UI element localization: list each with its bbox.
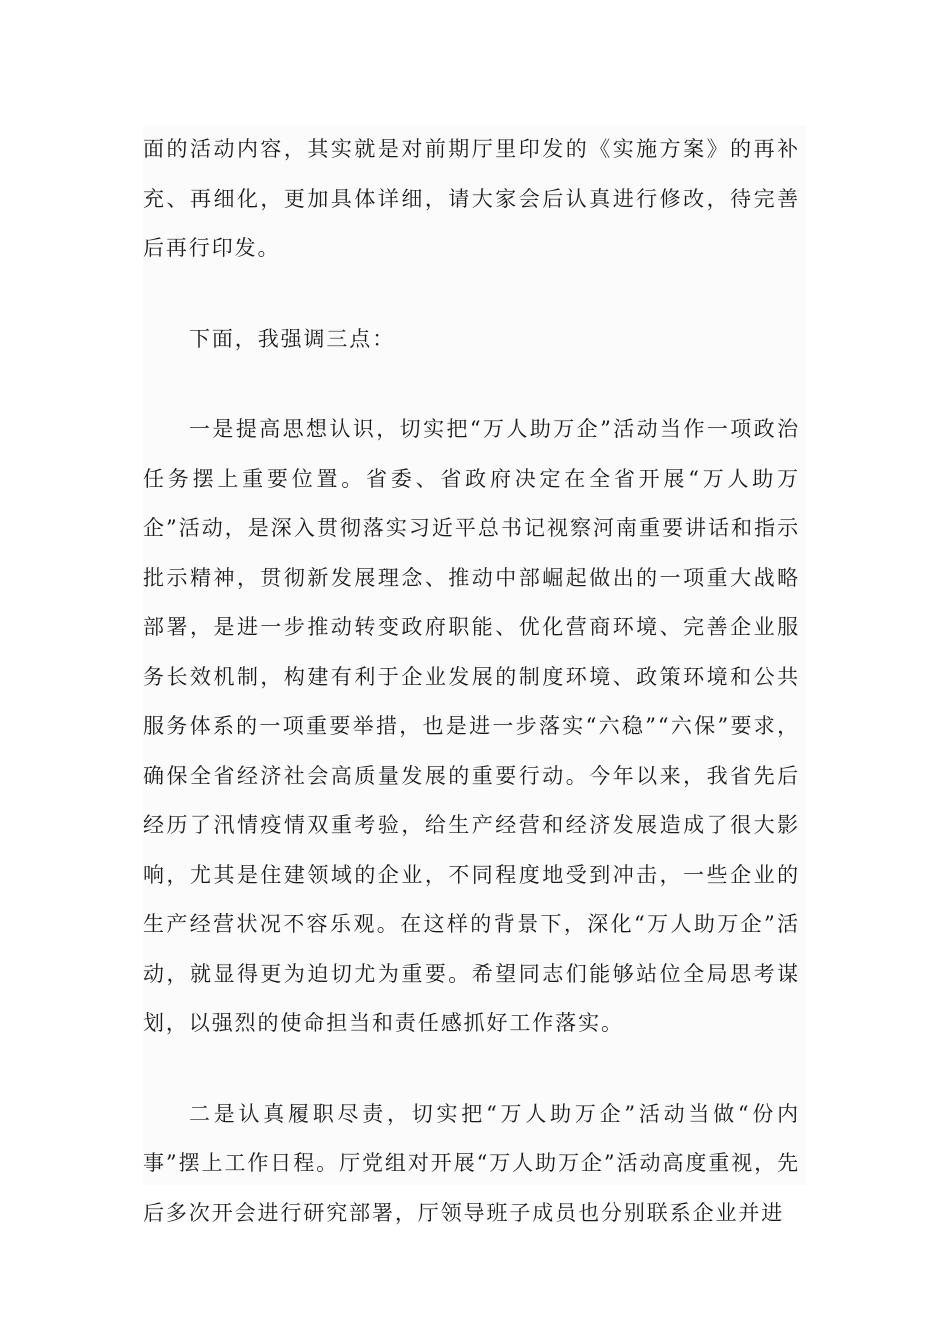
- paragraph-1: 面的活动内容，其实就是对前期厅里印发的《实施方案》的再补充、再细化，更加具体详细，请大家会后认真进行修改，待完善后再行印发。: [143, 137, 800, 260]
- paragraph-gap: [143, 274, 806, 315]
- paragraph-4: 二是认真履职尽责，切实把“万人助万企”活动当做“份内事”摆上工作日程。厅党组对开展“万人助万企”活动高度重视，先后多次开会进行研究部署，厅领导班子成员也分别联系企业并进: [143, 1101, 800, 1225]
- document-body: [143, 125, 806, 1225]
- paragraph-gap: [143, 1049, 806, 1090]
- paragraph-2: 下面，我强调三点：: [189, 326, 396, 351]
- paragraph-gap: [143, 364, 806, 405]
- paragraph-3: 一是提高思想认识，切实把“万人助万企”活动当作一项政治任务摆上重要位置。省委、省政府决定在全省开展“万人助万企”活动，是深入贯彻落实习近平总书记视察河南重要讲话和指示批示精神，贯彻新发展理念、推动中部崛起做出的一项重大战略部署，是进一步推动转变政府职能、优化营商环境、完善企业服务长效机制，构建有利于企业发展的制度环境、政策环境和公共服务体系的一项重要举措，也是进一步落实“六稳”“六保”要求，确保全省经济社会高质量发展的重要行动。今年以来，我省先后经历了汛情疫情双重考验，给生产经营和经济发展造成了很大影响，尤其是住建领域的企业，不同程度地受到冲击，一些企业的生产经营状况不容乐观。在这样的背景下，深化“万人助万企”活动，就显得更为迫切尤为重要。希望同志们能够站位全局思考谋划，以强烈的使命担当和责任感抓好工作落实。: [143, 417, 800, 1035]
